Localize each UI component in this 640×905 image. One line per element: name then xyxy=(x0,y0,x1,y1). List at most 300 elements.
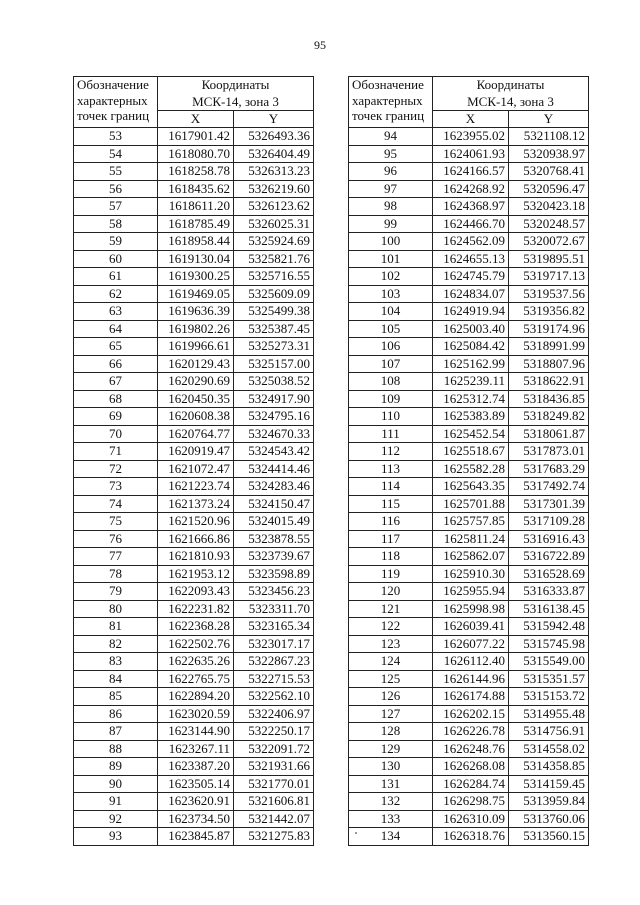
x-value-cell: 1624268.92 xyxy=(433,180,509,198)
y-value-cell: 5323598.89 xyxy=(234,565,314,583)
y-value-cell: 5324795.16 xyxy=(234,408,314,426)
table-row xyxy=(74,775,314,793)
x-value-cell: 1620450.35 xyxy=(158,390,234,408)
y-value-cell: 5321108.12 xyxy=(509,128,589,146)
table-row xyxy=(74,285,314,303)
point-number-cell: 118 xyxy=(349,548,433,566)
y-value-cell: 5318249.82 xyxy=(509,408,589,426)
table-row xyxy=(349,338,589,356)
y-value-cell: 5320768.41 xyxy=(509,163,589,181)
point-number-cell: 75 xyxy=(74,513,158,531)
x-value-cell: 1625862.07 xyxy=(433,548,509,566)
point-number-cell: 80 xyxy=(74,600,158,618)
x-value-cell: 1623734.50 xyxy=(158,810,234,828)
table-row xyxy=(74,198,314,216)
table-row xyxy=(74,688,314,706)
x-value-cell: 1626039.41 xyxy=(433,618,509,636)
point-number-cell: 114 xyxy=(349,478,433,496)
point-number-cell: 77 xyxy=(74,548,158,566)
table-row xyxy=(74,355,314,373)
point-number-cell: 97 xyxy=(349,180,433,198)
table-row xyxy=(74,425,314,443)
x-value-cell: 1624919.94 xyxy=(433,303,509,321)
y-value-cell: 5317492.74 xyxy=(509,478,589,496)
y-value-cell: 5313560.15 xyxy=(509,828,589,846)
x-value-cell: 1622502.76 xyxy=(158,635,234,653)
table-row xyxy=(349,705,589,723)
y-value-cell: 5323311.70 xyxy=(234,600,314,618)
y-value-cell: 5319356.82 xyxy=(509,303,589,321)
point-number-cell: 119 xyxy=(349,565,433,583)
designation-header-line-3: точек границ xyxy=(77,108,150,124)
y-value-cell: 5315351.57 xyxy=(509,670,589,688)
x-value-cell: 1618258.78 xyxy=(158,163,234,181)
table-row xyxy=(349,583,589,601)
x-value-cell: 1621373.24 xyxy=(158,495,234,513)
point-number-cell: 129 xyxy=(349,740,433,758)
x-value-cell: 1622368.28 xyxy=(158,618,234,636)
point-number-cell: 116 xyxy=(349,513,433,531)
point-number-cell: 62 xyxy=(74,285,158,303)
point-number-cell: 131 xyxy=(349,775,433,793)
x-value-cell: 1624834.07 xyxy=(433,285,509,303)
x-value-cell: 1626202.15 xyxy=(433,705,509,723)
point-number-cell: 104 xyxy=(349,303,433,321)
table-row xyxy=(349,758,589,776)
point-number-cell: 100 xyxy=(349,233,433,251)
x-value-cell: 1621520.96 xyxy=(158,513,234,531)
point-number-cell: 71 xyxy=(74,443,158,461)
table-row xyxy=(74,828,314,846)
point-number-cell: 74 xyxy=(74,495,158,513)
x-value-cell: 1622231.82 xyxy=(158,600,234,618)
x-value-cell: 1618080.70 xyxy=(158,145,234,163)
x-value-cell: 1620764.77 xyxy=(158,425,234,443)
x-value-cell: 1623020.59 xyxy=(158,705,234,723)
x-value-cell: 1625312.74 xyxy=(433,390,509,408)
table-row xyxy=(74,250,314,268)
table-row xyxy=(74,758,314,776)
point-number-cell: 55 xyxy=(74,163,158,181)
table-row xyxy=(74,268,314,286)
y-value-cell: 5321770.01 xyxy=(234,775,314,793)
table-row xyxy=(349,320,589,338)
point-number-cell: 99 xyxy=(349,215,433,233)
x-value-cell: 1626310.09 xyxy=(433,810,509,828)
table-row xyxy=(74,390,314,408)
y-value-cell: 5318436.85 xyxy=(509,390,589,408)
table-row xyxy=(349,600,589,618)
designation-header-line-1: Обозначение xyxy=(77,77,149,92)
coordinates-body-right xyxy=(349,128,589,846)
x-value-cell: 1623144.90 xyxy=(158,723,234,741)
point-number-cell: 110 xyxy=(349,408,433,426)
point-number-cell: 69 xyxy=(74,408,158,426)
y-value-cell: 5314756.91 xyxy=(509,723,589,741)
point-number-cell: 79 xyxy=(74,583,158,601)
coordinates-header xyxy=(433,77,589,111)
point-number-cell: 57 xyxy=(74,198,158,216)
x-value-cell: 1621072.47 xyxy=(158,460,234,478)
table-row xyxy=(349,303,589,321)
y-value-cell: 5321442.07 xyxy=(234,810,314,828)
y-value-cell: 5315549.00 xyxy=(509,653,589,671)
point-number-cell: 134 xyxy=(349,828,433,846)
x-value-cell: 1625383.89 xyxy=(433,408,509,426)
x-value-cell: 1618785.49 xyxy=(158,215,234,233)
x-value-cell: 1626112.40 xyxy=(433,653,509,671)
y-value-cell: 5325821.76 xyxy=(234,250,314,268)
y-value-cell: 5321931.66 xyxy=(234,758,314,776)
point-number-cell: 91 xyxy=(74,793,158,811)
y-value-cell: 5316722.89 xyxy=(509,548,589,566)
table-row xyxy=(74,303,314,321)
table-row xyxy=(349,180,589,198)
y-value-cell: 5326404.49 xyxy=(234,145,314,163)
point-number-cell: 60 xyxy=(74,250,158,268)
y-value-cell: 5326313.23 xyxy=(234,163,314,181)
y-value-cell: 5324543.42 xyxy=(234,443,314,461)
table-row xyxy=(74,513,314,531)
designation-header-line-1: Обозначение xyxy=(352,77,424,92)
point-number-cell: 125 xyxy=(349,670,433,688)
table-row xyxy=(349,740,589,758)
y-value-cell: 5319717.13 xyxy=(509,268,589,286)
table-row xyxy=(349,145,589,163)
point-number-cell: 84 xyxy=(74,670,158,688)
table-row xyxy=(74,565,314,583)
x-value-cell: 1622765.75 xyxy=(158,670,234,688)
y-value-cell: 5322562.10 xyxy=(234,688,314,706)
designation-header xyxy=(74,77,158,128)
table-row xyxy=(349,355,589,373)
table-row xyxy=(349,285,589,303)
designation-header-line-2: характерных xyxy=(352,92,423,108)
point-number-cell: 85 xyxy=(74,688,158,706)
x-value-cell: 1618958.44 xyxy=(158,233,234,251)
x-value-cell: 1623845.87 xyxy=(158,828,234,846)
x-value-cell: 1623505.14 xyxy=(158,775,234,793)
point-number-cell: 61 xyxy=(74,268,158,286)
coordinates-header-line-1: Координаты xyxy=(201,77,270,92)
y-value-cell: 5325499.38 xyxy=(234,303,314,321)
table-row xyxy=(349,163,589,181)
y-value-cell: 5324150.47 xyxy=(234,495,314,513)
point-number-cell: 120 xyxy=(349,583,433,601)
y-value-cell: 5322406.97 xyxy=(234,705,314,723)
point-number-cell: 124 xyxy=(349,653,433,671)
table-row xyxy=(349,670,589,688)
table-row xyxy=(74,810,314,828)
x-value-cell: 1618611.20 xyxy=(158,198,234,216)
y-value-cell: 5319895.51 xyxy=(509,250,589,268)
y-value-cell: 5316333.87 xyxy=(509,583,589,601)
x-value-cell: 1620608.38 xyxy=(158,408,234,426)
y-value-cell: 5317873.01 xyxy=(509,443,589,461)
designation-header xyxy=(349,77,433,128)
x-value-cell: 1625084.42 xyxy=(433,338,509,356)
x-value-cell: 1625910.30 xyxy=(433,565,509,583)
point-number-cell: 65 xyxy=(74,338,158,356)
table-row xyxy=(74,548,314,566)
y-value-cell: 5326025.31 xyxy=(234,215,314,233)
point-number-cell: 113 xyxy=(349,460,433,478)
x-value-cell: 1625452.54 xyxy=(433,425,509,443)
table-row xyxy=(349,530,589,548)
y-value-cell: 5326493.36 xyxy=(234,128,314,146)
y-value-cell: 5317301.39 xyxy=(509,495,589,513)
coordinates-body-left xyxy=(74,128,314,846)
x-value-cell: 1617901.42 xyxy=(158,128,234,146)
table-row xyxy=(74,793,314,811)
table-row xyxy=(349,425,589,443)
y-value-cell: 5320072.67 xyxy=(509,233,589,251)
y-value-cell: 5315942.48 xyxy=(509,618,589,636)
y-value-cell: 5322091.72 xyxy=(234,740,314,758)
point-number-cell: 90 xyxy=(74,775,158,793)
table-row xyxy=(349,128,589,146)
point-number-cell: 121 xyxy=(349,600,433,618)
table-row xyxy=(349,723,589,741)
table-row xyxy=(349,250,589,268)
y-value-cell: 5325609.09 xyxy=(234,285,314,303)
point-number-cell: 70 xyxy=(74,425,158,443)
table-row xyxy=(349,793,589,811)
y-value-cell: 5313760.06 xyxy=(509,810,589,828)
x-value-cell: 1624562.09 xyxy=(433,233,509,251)
x-column-header: X xyxy=(158,111,234,128)
x-value-cell: 1620290.69 xyxy=(158,373,234,391)
y-value-cell: 5324015.49 xyxy=(234,513,314,531)
y-value-cell: 5321606.81 xyxy=(234,793,314,811)
y-value-cell: 5319174.96 xyxy=(509,320,589,338)
x-value-cell: 1626318.76 xyxy=(433,828,509,846)
y-column-header: Y xyxy=(509,111,589,128)
point-number-cell: 76 xyxy=(74,530,158,548)
table-row xyxy=(74,338,314,356)
table-row xyxy=(349,408,589,426)
table-row xyxy=(349,495,589,513)
point-number-cell: 63 xyxy=(74,303,158,321)
y-value-cell: 5318807.96 xyxy=(509,355,589,373)
point-number-cell: 66 xyxy=(74,355,158,373)
x-value-cell: 1622635.26 xyxy=(158,653,234,671)
y-value-cell: 5323878.55 xyxy=(234,530,314,548)
x-value-cell: 1624655.13 xyxy=(433,250,509,268)
table-row xyxy=(74,163,314,181)
y-value-cell: 5315153.72 xyxy=(509,688,589,706)
coordinates-header xyxy=(158,77,314,111)
point-number-cell: 89 xyxy=(74,758,158,776)
stray-mark xyxy=(355,832,357,834)
y-value-cell: 5320596.47 xyxy=(509,180,589,198)
table-row xyxy=(349,565,589,583)
table-row xyxy=(349,373,589,391)
point-number-cell: 93 xyxy=(74,828,158,846)
point-number-cell: 109 xyxy=(349,390,433,408)
table-row xyxy=(74,460,314,478)
table-row xyxy=(74,233,314,251)
table-row xyxy=(74,478,314,496)
x-value-cell: 1625518.67 xyxy=(433,443,509,461)
x-value-cell: 1625162.99 xyxy=(433,355,509,373)
x-value-cell: 1620919.47 xyxy=(158,443,234,461)
point-number-cell: 67 xyxy=(74,373,158,391)
x-value-cell: 1626174.88 xyxy=(433,688,509,706)
table-row xyxy=(74,618,314,636)
x-value-cell: 1619130.04 xyxy=(158,250,234,268)
x-value-cell: 1626144.96 xyxy=(433,670,509,688)
y-value-cell: 5326123.62 xyxy=(234,198,314,216)
page-number: 95 xyxy=(314,38,326,52)
x-value-cell: 1623955.02 xyxy=(433,128,509,146)
table-row xyxy=(74,670,314,688)
y-value-cell: 5314558.02 xyxy=(509,740,589,758)
table-row xyxy=(74,635,314,653)
table-row xyxy=(349,810,589,828)
y-value-cell: 5325387.45 xyxy=(234,320,314,338)
y-column-header: Y xyxy=(234,111,314,128)
x-value-cell: 1623267.11 xyxy=(158,740,234,758)
y-value-cell: 5324670.33 xyxy=(234,425,314,443)
y-value-cell: 5326219.60 xyxy=(234,180,314,198)
y-value-cell: 5321275.83 xyxy=(234,828,314,846)
table-row xyxy=(74,653,314,671)
table-row xyxy=(74,128,314,146)
table-row xyxy=(349,268,589,286)
x-value-cell: 1620129.43 xyxy=(158,355,234,373)
point-number-cell: 112 xyxy=(349,443,433,461)
point-number-cell: 117 xyxy=(349,530,433,548)
x-value-cell: 1619802.26 xyxy=(158,320,234,338)
y-value-cell: 5316528.69 xyxy=(509,565,589,583)
y-value-cell: 5324917.90 xyxy=(234,390,314,408)
x-value-cell: 1625757.85 xyxy=(433,513,509,531)
x-value-cell: 1626284.74 xyxy=(433,775,509,793)
designation-header-line-2: характерных xyxy=(77,92,148,108)
x-value-cell: 1624166.57 xyxy=(433,163,509,181)
x-column-header: X xyxy=(433,111,509,128)
x-value-cell: 1623620.91 xyxy=(158,793,234,811)
y-value-cell: 5320423.18 xyxy=(509,198,589,216)
x-value-cell: 1621953.12 xyxy=(158,565,234,583)
x-value-cell: 1625998.98 xyxy=(433,600,509,618)
table-row xyxy=(349,513,589,531)
point-number-cell: 126 xyxy=(349,688,433,706)
x-value-cell: 1619966.61 xyxy=(158,338,234,356)
point-number-cell: 78 xyxy=(74,565,158,583)
y-value-cell: 5314358.85 xyxy=(509,758,589,776)
point-number-cell: 127 xyxy=(349,705,433,723)
table-row xyxy=(349,215,589,233)
x-value-cell: 1621666.86 xyxy=(158,530,234,548)
point-number-cell: 115 xyxy=(349,495,433,513)
point-number-cell: 56 xyxy=(74,180,158,198)
table-row xyxy=(74,408,314,426)
y-value-cell: 5325273.31 xyxy=(234,338,314,356)
y-value-cell: 5325716.55 xyxy=(234,268,314,286)
point-number-cell: 59 xyxy=(74,233,158,251)
x-value-cell: 1624745.79 xyxy=(433,268,509,286)
y-value-cell: 5320938.97 xyxy=(509,145,589,163)
point-number-cell: 81 xyxy=(74,618,158,636)
x-value-cell: 1624368.97 xyxy=(433,198,509,216)
y-value-cell: 5314955.48 xyxy=(509,705,589,723)
point-number-cell: 111 xyxy=(349,425,433,443)
x-value-cell: 1624061.93 xyxy=(433,145,509,163)
x-value-cell: 1618435.62 xyxy=(158,180,234,198)
point-number-cell: 88 xyxy=(74,740,158,758)
x-value-cell: 1625239.11 xyxy=(433,373,509,391)
x-value-cell: 1621223.74 xyxy=(158,478,234,496)
point-number-cell: 103 xyxy=(349,285,433,303)
y-value-cell: 5316138.45 xyxy=(509,600,589,618)
point-number-cell: 108 xyxy=(349,373,433,391)
x-value-cell: 1626248.76 xyxy=(433,740,509,758)
x-value-cell: 1625955.94 xyxy=(433,583,509,601)
y-value-cell: 5322250.17 xyxy=(234,723,314,741)
table-row xyxy=(74,723,314,741)
point-number-cell: 73 xyxy=(74,478,158,496)
table-row xyxy=(349,688,589,706)
table-row xyxy=(349,233,589,251)
table-row xyxy=(74,530,314,548)
point-number-cell: 83 xyxy=(74,653,158,671)
table-row xyxy=(74,740,314,758)
x-value-cell: 1626298.75 xyxy=(433,793,509,811)
y-value-cell: 5316916.43 xyxy=(509,530,589,548)
coordinates-header-line-2: МСК-14, зона 3 xyxy=(192,93,279,109)
y-value-cell: 5323456.23 xyxy=(234,583,314,601)
y-value-cell: 5325924.69 xyxy=(234,233,314,251)
y-value-cell: 5317683.29 xyxy=(509,460,589,478)
table-row xyxy=(74,180,314,198)
table-row xyxy=(74,443,314,461)
point-number-cell: 107 xyxy=(349,355,433,373)
y-value-cell: 5314159.45 xyxy=(509,775,589,793)
coordinates-header-line-1: Координаты xyxy=(476,77,545,92)
point-number-cell: 53 xyxy=(74,128,158,146)
table-row xyxy=(349,390,589,408)
coordinates-table-right xyxy=(348,76,589,846)
table-row xyxy=(74,705,314,723)
table-row xyxy=(349,198,589,216)
x-value-cell: 1625003.40 xyxy=(433,320,509,338)
point-number-cell: 54 xyxy=(74,145,158,163)
point-number-cell: 64 xyxy=(74,320,158,338)
y-value-cell: 5324414.46 xyxy=(234,460,314,478)
x-value-cell: 1623387.20 xyxy=(158,758,234,776)
point-number-cell: 82 xyxy=(74,635,158,653)
table-row xyxy=(349,618,589,636)
y-value-cell: 5323739.67 xyxy=(234,548,314,566)
point-number-cell: 133 xyxy=(349,810,433,828)
x-value-cell: 1625701.88 xyxy=(433,495,509,513)
x-value-cell: 1619469.05 xyxy=(158,285,234,303)
table-row xyxy=(74,495,314,513)
coordinates-table-left xyxy=(73,76,314,846)
x-value-cell: 1622093.43 xyxy=(158,583,234,601)
table-row xyxy=(74,320,314,338)
y-value-cell: 5320248.57 xyxy=(509,215,589,233)
x-value-cell: 1624466.70 xyxy=(433,215,509,233)
y-value-cell: 5318061.87 xyxy=(509,425,589,443)
point-number-cell: 92 xyxy=(74,810,158,828)
point-number-cell: 94 xyxy=(349,128,433,146)
x-value-cell: 1619300.25 xyxy=(158,268,234,286)
table-row xyxy=(349,443,589,461)
x-value-cell: 1626226.78 xyxy=(433,723,509,741)
